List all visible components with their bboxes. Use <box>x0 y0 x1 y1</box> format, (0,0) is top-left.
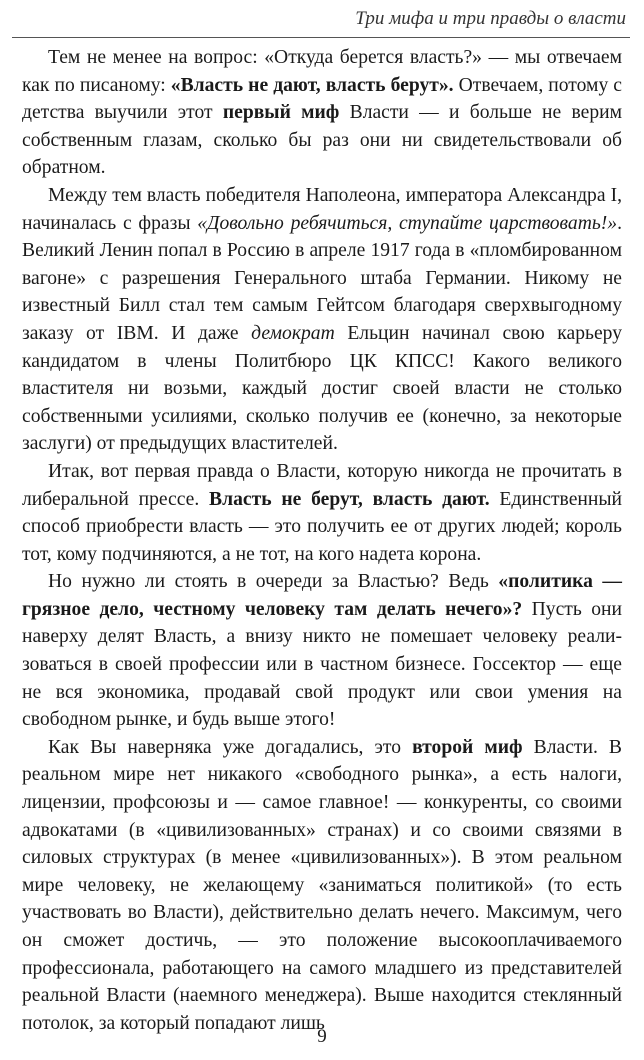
text-run: Но нужно ли стоять в очереди за Властью? Ведь <box>48 571 499 593</box>
paragraph-2 <box>22 182 622 458</box>
text-run: Единственный способ приобрести власть — это получить ее от других людей; король тот, кому подчиняются, а не тот, на кого надета корона. <box>22 488 623 565</box>
paragraph-1 <box>22 44 622 182</box>
paragraph-4 <box>22 568 622 734</box>
bold-text: Власть не берут, власть дают. <box>209 488 490 510</box>
text-run: Как Вы наверняка уже догадались, это <box>48 736 413 758</box>
text-run: Ельцин начинал свою карьеру кандидатом в члены Политбюро ЦК КПСС! Какого великого властителя ни возьми, каждый достиг своей власти не столько собственными усилиями, сколько получив ее (конечно, за некоторые заслуги) от предыдущих властителей. <box>22 322 622 455</box>
bold-text: второй миф <box>412 736 523 758</box>
text-run: Власти. В реальном мире нет никакого «свободного рынка», а есть налоги, лицензии, профсоюзы и — самое главное! — конкуренты, со своими адвокатами (в «цивилизованных» странах) и со своими связями в силовых структурах (в менее «цивилизованных»). В этом реальном мире человеку, не желающему «заниматься политикой» (то есть участвовать во Власти), действительно делать нечего. Максимум, чего он сможет достичь, — это положение высокооплачиваемого профессионала, работающего на самого младшего из представителей реальной Власти (наемного менеджера). Выше находится стеклянный потолок, за который попадают лишь <box>22 736 622 1034</box>
bold-text: «Власть не дают, власть берут». <box>170 74 454 96</box>
bold-text: первый миф <box>222 102 340 124</box>
text-run: Власти — и больше не верим собственным глазам, сколько бы раз они ни свидетельствовали об обратном. <box>22 102 622 179</box>
header-rule <box>12 37 630 38</box>
paragraph-5 <box>22 734 622 1038</box>
running-head: Три мифа и три правды о власти <box>355 8 626 29</box>
paragraph-3 <box>22 458 622 568</box>
page-number: 9 <box>317 1026 327 1047</box>
body-text <box>22 44 622 1037</box>
text-run: . Великий Ленин попал в Россию в апреле 1917 года в «пломбированном вагоне» с разрешения Генерального штаба Германии. Никому не известный Билл стал тем самым Гейтсом благодаря сверхвыгодному заказу от IBM. И даже <box>22 212 622 344</box>
text-run: Итак, вот первая правда о Власти, которую никогда не прочитать в либеральной прессе. <box>22 460 622 510</box>
text-run: Отвечаем, потому с детства выучили этот <box>22 74 622 124</box>
text-run: Тем не менее на вопрос: «Откуда берется власть?» — мы отвечаем как по писаному: <box>22 47 622 96</box>
text-run: Пусть они наверху делят Власть, а внизу никто не помешает человеку реализоваться в своей профессии или в частном бизнесе. Госсектор — еще не вся экономика, продавай свой продукт или свои умения на свободном рынке, и будь выше этого! <box>22 598 622 731</box>
text-run: Между тем власть победителя Наполеона, императора Александра I, начиналась с фразы <box>22 184 622 234</box>
italic-text: демократ <box>251 322 335 344</box>
italic-text: «Довольно ребячиться, ступайте царствовать!» <box>197 212 618 234</box>
bold-text: «политика — грязное дело, честному человеку там делать нечего»? <box>22 571 622 620</box>
